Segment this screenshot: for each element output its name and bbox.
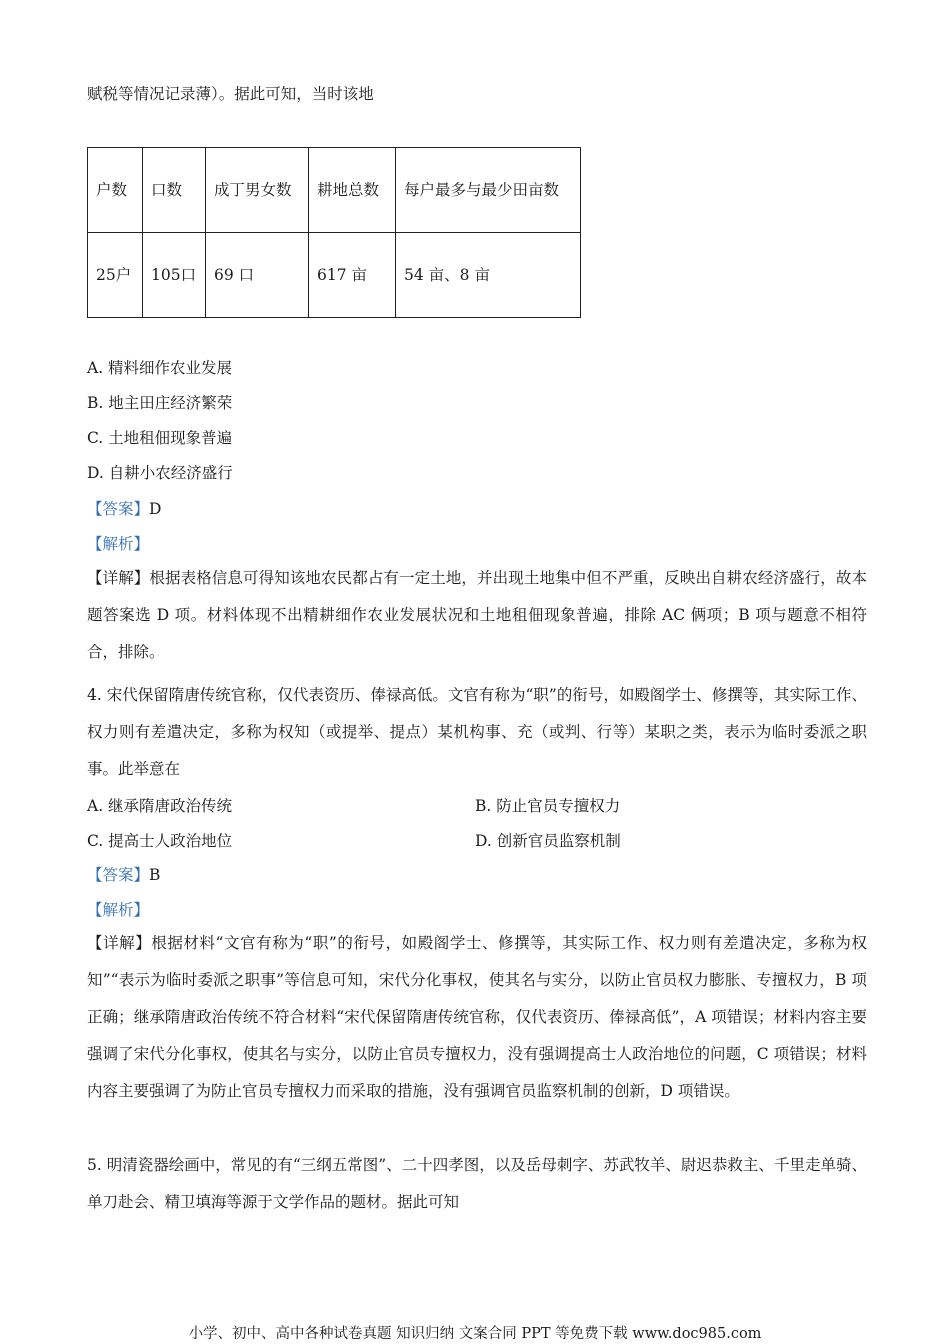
table-header-cell: 户数 [88,148,143,233]
detail-tag: 【详解】 [87,569,150,587]
q5-stem: 5. 明清瓷器绘画中，常见的有“三纲五常图”、二十四孝图，以及岳母刺字、苏武牧羊、尉迟恭救主、千里走单骑、单刀赴会、精卫填海等源于文学作品的题材。据此可知 [87,1156,867,1211]
q3-answer [87,497,161,519]
detail-text: 根据表格信息可得知该地农民都占有一定土地，并出现土地集中但不严重，反映出自耕农经济盛行，故本题答案选 D 项。材料体现不出精耕细作农业发展状况和土地租佃现象普遍，排除 AC 俩项；B 项与题意不相符合，排除。 [87,569,867,661]
detail-tag: 【详解】 [87,934,152,952]
table-row [88,233,581,318]
detail-text: 根据材料“文官有称为“职”的衔号，如殿阁学士、修撰等，其实际工作、权力则有差遣决定，多称为权知”“表示为临时委派之职事”等信息可知，宋代分化事权，使其名与实分，以防止官员权力膨胀、专擅权力，B 项正确；继承隋唐政治传统不符合材料“宋代保留隋唐传统官称，仅代表资历、俸禄高低”，A 项错误；材料内容主要强调了宋代分化事权，使其名与实分，以防止官员专擅权力，没有强调提高士人政治地位的问题，C 项错误；材料内容主要强调了为防止官员专擅权力而采取的措施，没有强调官员监察机制的创新，D 项错误。 [87,934,867,1100]
intro-line: 赋税等情况记录薄）。据此可知，当时该地 [87,85,374,103]
table-cell: 617 亩 [309,233,396,318]
answer-tag: 【答案】 [87,866,150,884]
q3-option-d: D. 自耕小农经济盛行 [87,464,233,482]
q4-option-a: A. 继承隋唐政治传统 [87,797,233,815]
q4-analysis-tag: 【解析】 [87,901,150,919]
table-header-cell: 耕地总数 [309,148,396,233]
table-header-row [88,148,581,233]
household-table [87,147,581,318]
table-cell: 105口 [143,233,206,318]
q3-option-c: C. 土地租佃现象普遍 [87,429,233,447]
answer-value: D [149,500,162,518]
q3-analysis-tag: 【解析】 [87,535,150,553]
table-cell: 69 口 [206,233,309,318]
q4-answer [87,863,160,885]
table-header-cell: 口数 [143,148,206,233]
answer-tag: 【答案】 [87,500,150,518]
table-header-cell: 每户最多与最少田亩数 [396,148,581,233]
q4-option-b: B. 防止官员专擅权力 [475,797,621,815]
answer-value: B [149,866,161,884]
table-cell: 25户 [88,233,143,318]
q3-option-a: A. 精料细作农业发展 [87,359,233,377]
footer-ad: 小学、初中、高中各种试卷真题 知识归纳 文案合同 PPT 等免费下载 www.doc985.com [188,1326,762,1342]
q3-detail [87,560,867,671]
q4-stem: 4. 宋代保留隋唐传统官称，仅代表资历、俸禄高低。文官有称为“职”的衔号，如殿阁学士、修撰等，其实际工作、权力则有差遣决定，多称为权知（或提举、提点）某机构事、充（或判、行等）某职之类，表示为临时委派之职事。此举意在 [87,686,867,778]
q3-option-b: B. 地主田庄经济繁荣 [87,394,233,412]
q4-option-c: C. 提高士人政治地位 [87,832,233,850]
q4-detail [87,925,867,1110]
table-cell: 54 亩、8 亩 [396,233,581,318]
table-header-cell: 成丁男女数 [206,148,309,233]
q4-option-d: D. 创新官员监察机制 [475,832,621,850]
